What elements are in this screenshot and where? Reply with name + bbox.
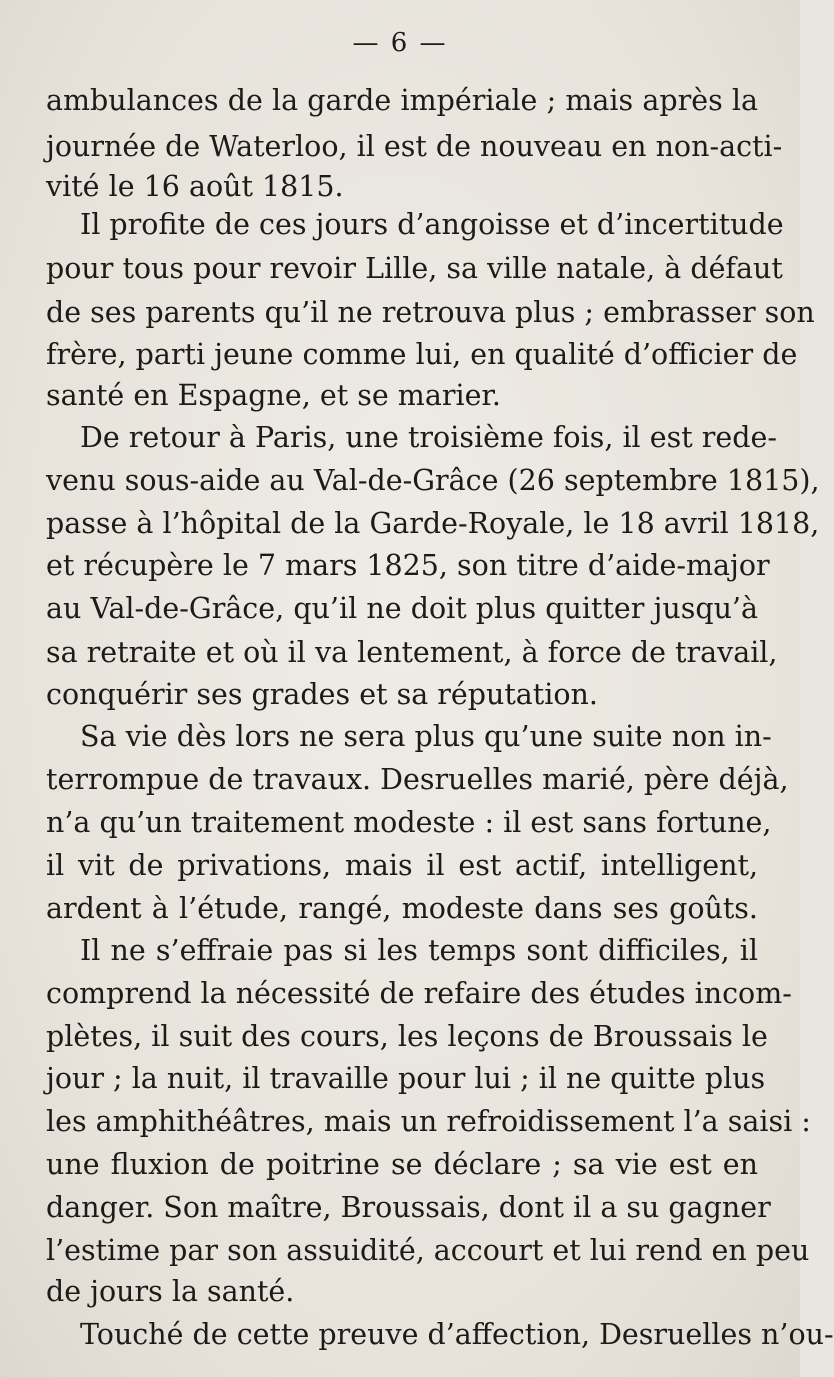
text-line: l’estime par son assuidité, accourt et lui rend en peu [46,1234,810,1267]
text-line: jour ; la nuit, il travaille pour lui ; il ne quitte plus [46,1062,766,1095]
text-line: venu sous-aide au Val-de-Grâce (26 septembre 1815), [46,464,820,497]
text-line: de jours la santé. [46,1275,295,1308]
text-line: comprend la nécessité de refaire des études incom- [46,977,792,1010]
text-line: danger. Son maître, Broussais, dont il a su gagner [46,1191,771,1224]
text-line: ardent à l’étude, rangé, modeste dans ses goûts. [46,892,758,925]
text-line: les amphithéâtres, mais un refroidissement l’a saisi : [46,1105,811,1138]
text-line: passe à l’hôpital de la Garde-Royale, le 18 avril 1818, [46,507,820,540]
text-line: vité le 16 août 1815. [46,170,344,203]
text-line: il vit de privations, mais il est actif, intelligent, [46,849,758,882]
text-line: une fluxion de poitrine se déclare ; sa vie est en [46,1148,758,1181]
text-line: de ses parents qu’il ne retrouva plus ; embrasser son [46,296,815,329]
text-line: terrompue de travaux. Desruelles marié, père déjà, [46,763,789,796]
text-line: sa retraite et où il va lentement, à force de travail, [46,636,778,669]
text-line: conquérir ses grades et sa réputation. [46,678,598,711]
text-line: pour tous pour revoir Lille, sa ville natale, à défaut [46,252,783,285]
text-line: Il ne s’effraie pas si les temps sont difficiles, il [80,934,758,967]
text-line: De retour à Paris, une troisième fois, il est rede- [80,421,777,454]
text-line: Touché de cette preuve d’affection, Desruelles n’ou- [80,1318,834,1351]
text-line: n’a qu’un traitement modeste : il est sans fortune, [46,806,772,839]
text-line: au Val-de-Grâce, qu’il ne doit plus quitter jusqu’à [46,592,758,625]
page-number: — 6 — [352,28,448,58]
text-line: plètes, il suit des cours, les leçons de Broussais le [46,1020,768,1053]
text-line: journée de Waterloo, il est de nouveau en non-acti- [46,130,783,163]
text-line: santé en Espagne, et se marier. [46,379,501,412]
text-line: Il profite de ces jours d’angoisse et d’incertitude [80,208,784,241]
text-line: et récupère le 7 mars 1825, son titre d’aide-major [46,549,770,582]
text-line: Sa vie dès lors ne sera plus qu’une suite non in- [80,720,772,753]
text-line: ambulances de la garde impériale ; mais après la [46,84,758,117]
text-line: frère, parti jeune comme lui, en qualité d’officier de [46,338,798,371]
